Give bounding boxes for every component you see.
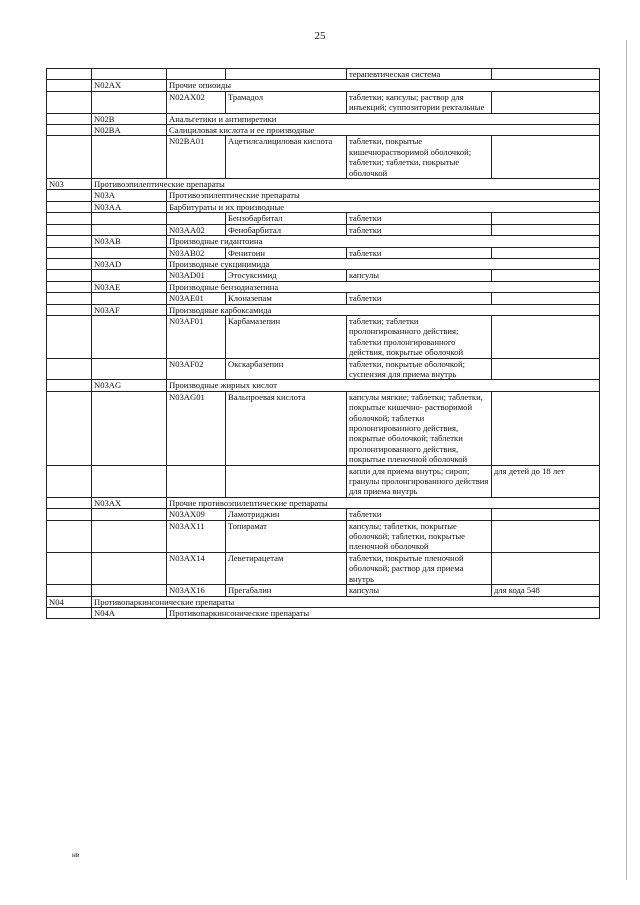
atc-subgroup-code-cell: N02B (92, 113, 167, 124)
dosage-form-cell: таблетки, покрытые кишечнорастворимой оболочкой; таблетки; таблетки, покрытые оболочкой (347, 136, 492, 179)
note-cell (492, 520, 600, 552)
atc-group-code-cell (47, 69, 92, 80)
table-row (47, 585, 600, 596)
atc-group-code-cell (47, 247, 92, 258)
note-cell (492, 247, 600, 258)
atc-group-code-cell: N04 (47, 596, 92, 607)
drug-name-cell: Клоназепам (226, 293, 347, 304)
atc-subgroup-code-cell: N02BA (92, 125, 167, 136)
atc-subgroup-code-cell (92, 270, 167, 281)
atc-group-code-cell (47, 270, 92, 281)
table-row (47, 304, 600, 315)
atc-group-code-cell (47, 281, 92, 292)
atc-subgroup-code-cell (92, 509, 167, 520)
atc-subgroup-code-cell: N02AX (92, 80, 167, 91)
note-cell: для кода 548 (492, 585, 600, 596)
atc-subgroup-name-cell: Противоэпилептические препараты (167, 190, 600, 201)
table-row (47, 125, 600, 136)
atc-drug-code-cell (167, 69, 226, 80)
drug-name-cell: Трамадол (226, 91, 347, 113)
table-row (47, 80, 600, 91)
drug-name-cell: Фенобарбитал (226, 224, 347, 235)
drug-name-cell: Фенитоин (226, 247, 347, 258)
table-row (47, 258, 600, 269)
note-cell (492, 91, 600, 113)
atc-group-code-cell (47, 585, 92, 596)
table-row (47, 136, 600, 179)
atc-subgroup-code-cell (92, 213, 167, 224)
drug-name-cell: Топирамат (226, 520, 347, 552)
atc-group-code-cell (47, 391, 92, 465)
atc-drug-code-cell (167, 213, 226, 224)
table-row (47, 380, 600, 391)
dosage-form-cell: таблетки; капсулы; раствор для инъекций; суппозитории ректальные (347, 91, 492, 113)
atc-subgroup-name-cell: Производные бензодиазепина (167, 281, 600, 292)
atc-drug-code-cell: N02AX02 (167, 91, 226, 113)
page-number: 25 (314, 30, 326, 42)
dosage-form-cell: таблетки (347, 509, 492, 520)
atc-subgroup-name-cell: Барбитураты и их производные (167, 201, 600, 212)
atc-group-code-cell (47, 113, 92, 124)
atc-group-code-cell (47, 190, 92, 201)
drug-name-cell: Прегабалин (226, 585, 347, 596)
table-row (47, 213, 600, 224)
atc-group-code-cell (47, 258, 92, 269)
atc-group-code-cell (47, 358, 92, 380)
drug-name-cell: Ламотриджин (226, 509, 347, 520)
atc-drug-code-cell: N03AX09 (167, 509, 226, 520)
dosage-form-cell: таблетки (347, 247, 492, 258)
dosage-form-cell: капли для приема внутрь; сироп; гранулы пролонгированного действия для приема внутрь (347, 465, 492, 497)
note-cell (492, 315, 600, 358)
dosage-form-cell: терапевтическая система (347, 69, 492, 80)
atc-group-code-cell (47, 224, 92, 235)
atc-subgroup-code-cell (92, 247, 167, 258)
table-row (47, 358, 600, 380)
atc-group-code-cell (47, 497, 92, 508)
atc-subgroup-code-cell: N03AX (92, 497, 167, 508)
drug-classification-table (46, 68, 600, 619)
atc-subgroup-name-cell: Производные жирных кислот (167, 380, 600, 391)
atc-group-code-cell (47, 293, 92, 304)
atc-subgroup-code-cell (92, 91, 167, 113)
atc-subgroup-code-cell (92, 224, 167, 235)
table-row (47, 247, 600, 258)
dosage-form-cell: капсулы мягкие; таблетки; таблетки, покрытые кишечно- растворимой оболочкой; таблетки пролонгированного действия, покрытые оболочкой; таблетки пролонгированного действия, покрытые пленочной оболочкой (347, 391, 492, 465)
table-row (47, 497, 600, 508)
atc-group-code-cell (47, 213, 92, 224)
atc-subgroup-name-cell: Прочие опиоиды (167, 80, 600, 91)
atc-group-code-cell (47, 125, 92, 136)
atc-group-code-cell (47, 201, 92, 212)
table-row (47, 270, 600, 281)
atc-subgroup-name-cell: Противопаркинсонические препараты (167, 607, 600, 618)
drug-name-cell (226, 465, 347, 497)
atc-group-code-cell (47, 236, 92, 247)
table-row (47, 69, 600, 80)
atc-subgroup-code-cell (92, 69, 167, 80)
atc-group-code-cell (47, 80, 92, 91)
atc-group-name-cell: Противопаркинсонические препараты (92, 596, 600, 607)
dosage-form-cell: таблетки (347, 224, 492, 235)
atc-subgroup-code-cell (92, 293, 167, 304)
atc-group-code-cell (47, 304, 92, 315)
dosage-form-cell: капсулы; таблетки, покрытые оболочкой; таблетки, покрытые пленочной оболочкой (347, 520, 492, 552)
atc-subgroup-code-cell: N03AD (92, 258, 167, 269)
table-row (47, 293, 600, 304)
atc-group-name-cell: Противоэпилептические препараты (92, 179, 600, 190)
atc-subgroup-name-cell: Производные гидантоина (167, 236, 600, 247)
atc-subgroup-code-cell: N03A (92, 190, 167, 201)
table-row (47, 201, 600, 212)
atc-group-code-cell (47, 91, 92, 113)
atc-drug-code-cell: N03AF01 (167, 315, 226, 358)
footer-mark: нв (72, 851, 80, 859)
drug-name-cell: Этосуксимид (226, 270, 347, 281)
atc-subgroup-code-cell: N04A (92, 607, 167, 618)
table-row (47, 281, 600, 292)
note-cell (492, 509, 600, 520)
note-cell (492, 358, 600, 380)
table-row (47, 596, 600, 607)
atc-drug-code-cell: N03AA02 (167, 224, 226, 235)
dosage-form-cell: таблетки, покрытые оболочкой; суспензия для приема внутрь (347, 358, 492, 380)
table-row (47, 552, 600, 584)
note-cell (492, 213, 600, 224)
table-row (47, 224, 600, 235)
atc-drug-code-cell: N03AE01 (167, 293, 226, 304)
atc-subgroup-code-cell (92, 585, 167, 596)
atc-group-code-cell (47, 520, 92, 552)
atc-drug-code-cell: N03AX11 (167, 520, 226, 552)
atc-subgroup-name-cell: Производные сукцинимида (167, 258, 600, 269)
table-row (47, 190, 600, 201)
atc-drug-code-cell: N03AD01 (167, 270, 226, 281)
atc-subgroup-code-cell (92, 315, 167, 358)
drug-name-cell: Леветирацетам (226, 552, 347, 584)
dosage-form-cell: капсулы (347, 585, 492, 596)
atc-drug-code-cell (167, 465, 226, 497)
table-row (47, 509, 600, 520)
drug-name-cell: Окскарбазепин (226, 358, 347, 380)
note-cell (492, 552, 600, 584)
table-row (47, 179, 600, 190)
atc-drug-code-cell: N03AG01 (167, 391, 226, 465)
atc-subgroup-code-cell: N03AE (92, 281, 167, 292)
dosage-form-cell: таблетки (347, 213, 492, 224)
atc-drug-code-cell: N02BA01 (167, 136, 226, 179)
atc-subgroup-code-cell (92, 136, 167, 179)
atc-subgroup-code-cell (92, 520, 167, 552)
table-row (47, 465, 600, 497)
atc-subgroup-name-cell: Прочие противоэпилептические препараты (167, 497, 600, 508)
atc-group-code-cell: N03 (47, 179, 92, 190)
table-row (47, 236, 600, 247)
atc-group-code-cell (47, 552, 92, 584)
table-row (47, 391, 600, 465)
drug-name-cell: Ацетилсалициловая кислота (226, 136, 347, 179)
atc-group-code-cell (47, 607, 92, 618)
atc-group-code-cell (47, 136, 92, 179)
drug-name-cell: Карбамазепин (226, 315, 347, 358)
note-cell (492, 69, 600, 80)
atc-drug-code-cell: N03AX16 (167, 585, 226, 596)
drug-name-cell: Бензобарбитал (226, 213, 347, 224)
atc-subgroup-name-cell: Анальгетики и антипиретики (167, 113, 600, 124)
atc-subgroup-code-cell (92, 391, 167, 465)
table-row (47, 520, 600, 552)
table-row (47, 113, 600, 124)
atc-subgroup-code-cell (92, 358, 167, 380)
drug-name-cell (226, 69, 347, 80)
note-cell (492, 136, 600, 179)
atc-subgroup-code-cell (92, 552, 167, 584)
table-row (47, 607, 600, 618)
table-row (47, 315, 600, 358)
scan-edge-line (626, 40, 627, 880)
atc-subgroup-code-cell: N03AF (92, 304, 167, 315)
note-cell (492, 224, 600, 235)
dosage-form-cell: таблетки; таблетки пролонгированного действия; таблетки пролонгированного действия, покрытые оболочкой (347, 315, 492, 358)
atc-subgroup-name-cell: Производные карбоксамида (167, 304, 600, 315)
atc-drug-code-cell: N03AF02 (167, 358, 226, 380)
dosage-form-cell: таблетки (347, 293, 492, 304)
atc-subgroup-code-cell: N03AA (92, 201, 167, 212)
note-cell (492, 270, 600, 281)
drug-name-cell: Вальпроевая кислота (226, 391, 347, 465)
table-body (47, 69, 600, 619)
atc-subgroup-code-cell (92, 465, 167, 497)
atc-subgroup-code-cell: N03AB (92, 236, 167, 247)
atc-group-code-cell (47, 315, 92, 358)
atc-subgroup-name-cell: Салициловая кислота и ее производные (167, 125, 600, 136)
atc-drug-code-cell: N03AX14 (167, 552, 226, 584)
atc-subgroup-code-cell: N03AG (92, 380, 167, 391)
atc-group-code-cell (47, 509, 92, 520)
dosage-form-cell: капсулы (347, 270, 492, 281)
note-cell (492, 293, 600, 304)
atc-group-code-cell (47, 380, 92, 391)
atc-group-code-cell (47, 465, 92, 497)
dosage-form-cell: таблетки, покрытые пленочной оболочкой; раствор для приема внутрь (347, 552, 492, 584)
atc-drug-code-cell: N03AB02 (167, 247, 226, 258)
note-cell (492, 391, 600, 465)
table-row (47, 91, 600, 113)
note-cell: для детей до 18 лет (492, 465, 600, 497)
